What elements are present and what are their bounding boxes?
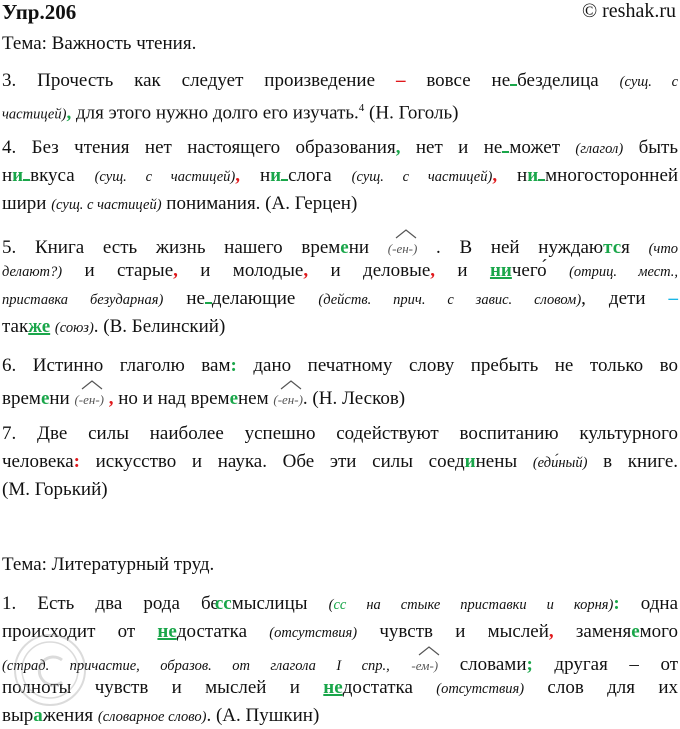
suffix-mark-icon: -ем-) [411,648,438,678]
page-header [2,0,678,28]
sentence-1-line-2: происходит от недостатка (отсутствия) чувств и мыслей, заменяемого [2,621,678,642]
sentence-5-line-4: также (союз). (В. Белинский) [2,316,226,337]
sentence-7-line-1: 7. Две силы наиболее успешно содействуют воспитанию культурного [2,423,678,444]
sentence-3-line-2: частицей), для этого нужно долго его изучать.$^4$ (Н. Гоголь) [2,102,459,124]
sentence-1-line-5: выражения (словарное слово). (А. Пушкин) [2,705,320,726]
sentence-6-line-2: времени (-ен-) , но и над временем (-ен-). (Н. Лесков) [2,382,678,412]
sentence-7-line-2: человека: искусство и наука. Обе эти силы соединены (еди́ный) в книге. [2,451,679,472]
sentence-7-line-3: (М. Горький) [2,479,108,500]
topic-2: Тема: Литературный труд. [2,554,215,575]
sentence-5-line-1: 5. Книга есть жизнь нашего времени (-ен-) . В ней нуждаются (что [2,231,678,261]
sentence-5-line-3: приставка безударная) не делающие (действ. прич. с завис. словом), дети – [2,288,679,309]
sentence-5-line-2: делают?) и старые, и молодые, и деловые, и ничего́ (отриц. мест., [2,260,679,281]
sentence-4-line-2: ни вкуса (сущ. с частицей), ни слога (сущ. с частицей), ни многосторонней [2,165,679,186]
copyright-link[interactable]: © reshak.ru [581,0,676,22]
sentence-3-line-1: 3. Прочесть как следует произведение – вовсе не безделица (сущ. с [2,70,679,91]
suffix-mark-icon: (-ен-) [74,382,104,412]
sentence-1-line-4: полноты чувств и мыслей и недостатка (отсутствия) слов для их [2,677,679,698]
topic-1: Тема: Важность чтения. [2,33,197,54]
sentence-6-line-1: 6. Истинно глаголю вам: дано печатному слову пребыть не только во [2,355,678,376]
suffix-mark-icon: (-ен-) [273,382,303,412]
suffix-mark-icon: (-ен-) [388,231,418,261]
exercise-title: Упр.206 [2,0,77,24]
sentence-1-line-3: (страд. причастие, образов. от глагола I спр., -ем-) словами; другая – от [2,648,678,678]
sentence-4-line-3: шири (сущ. с частицей) понимания. (А. Герцен) [2,193,358,214]
sentence-4-line-1: 4. Без чтения нет настоящего образования, нет и не может (глагол) быть [2,137,678,158]
sentence-1-line-1: 1. Есть два рода бессмыслицы (сс на стыке приставки и корня): одна [2,593,679,614]
